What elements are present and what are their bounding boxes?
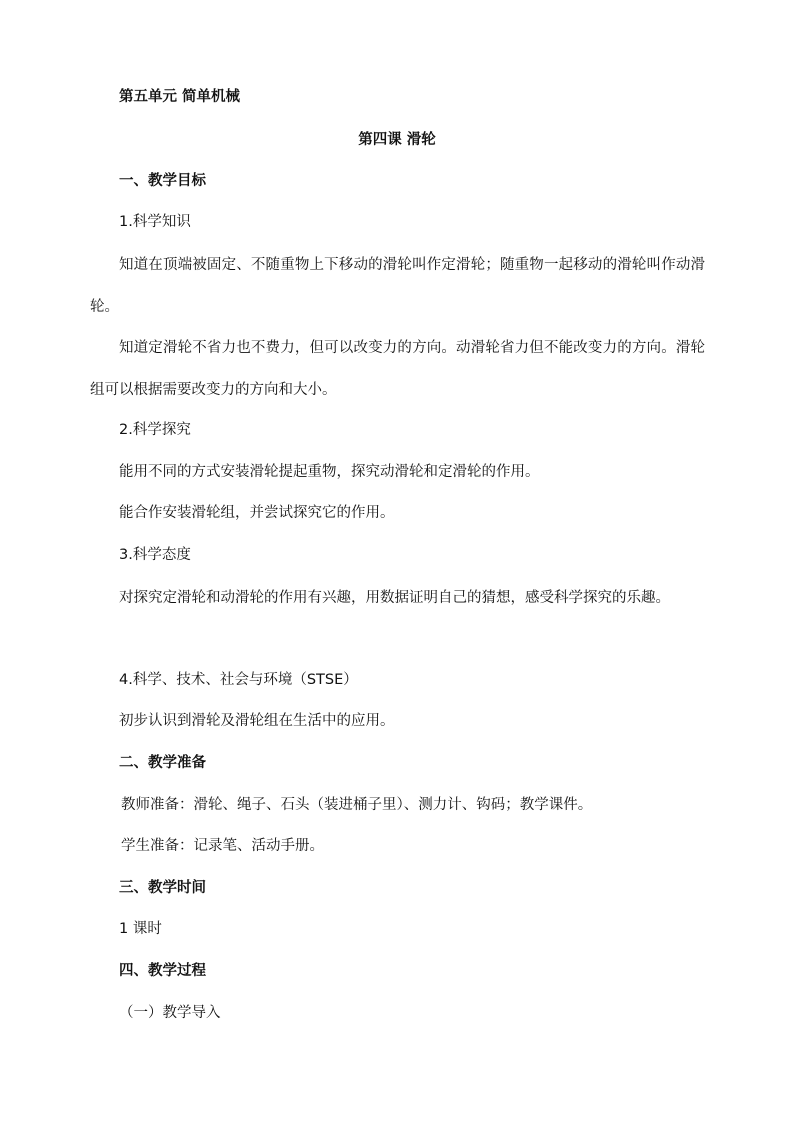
paragraph-stse-1: 初步认识到滑轮及滑轮组在生活中的应用。	[119, 713, 395, 729]
subheading-stse: 4.科学、技术、社会与环境（STSE）	[119, 672, 358, 688]
unit-title: 第五单元 简单机械	[119, 89, 241, 105]
heading-teaching-goals: 一、教学目标	[119, 173, 206, 189]
heading-teaching-time: 三、教学时间	[119, 880, 206, 896]
subheading-science-inquiry: 2.科学探究	[119, 422, 191, 438]
paragraph-inquiry-2: 能合作安装滑轮组，并尝试探究它的作用。	[119, 505, 395, 521]
teaching-time-value: 1 课时	[119, 921, 162, 937]
heading-teaching-preparation: 二、教学准备	[119, 755, 206, 771]
heading-teaching-process: 四、教学过程	[119, 963, 206, 979]
paragraph-teacher-preparation: 教师准备：滑轮、绳子、石头（装进桶子里）、测力计、钩码；教学课件。	[121, 797, 593, 813]
paragraph-student-preparation: 学生准备：记录笔、活动手册。	[121, 838, 324, 854]
paragraph-knowledge-1: 知道在顶端被固定、不随重物上下移动的滑轮叫作定滑轮；随重物一起移动的滑轮叫作动滑轮。	[90, 257, 705, 315]
subheading-teaching-introduction: （一）教学导入	[119, 1005, 221, 1021]
lesson-title: 第四课 滑轮	[358, 132, 436, 148]
paragraph-inquiry-1: 能用不同的方式安装滑轮提起重物，探究动滑轮和定滑轮的作用。	[119, 464, 540, 480]
paragraph-attitude-1: 对探究定滑轮和动滑轮的作用有兴趣，用数据证明自己的猜想，感受科学探究的乐趣。	[119, 590, 670, 606]
subheading-science-attitude: 3.科学态度	[119, 547, 191, 563]
subheading-science-knowledge: 1.科学知识	[119, 214, 191, 230]
paragraph-knowledge-2: 知道定滑轮不省力也不费力，但可以改变力的方向。动滑轮省力但不能改变力的方向。滑轮组可以根据需要改变力的方向和大小。	[90, 340, 705, 398]
